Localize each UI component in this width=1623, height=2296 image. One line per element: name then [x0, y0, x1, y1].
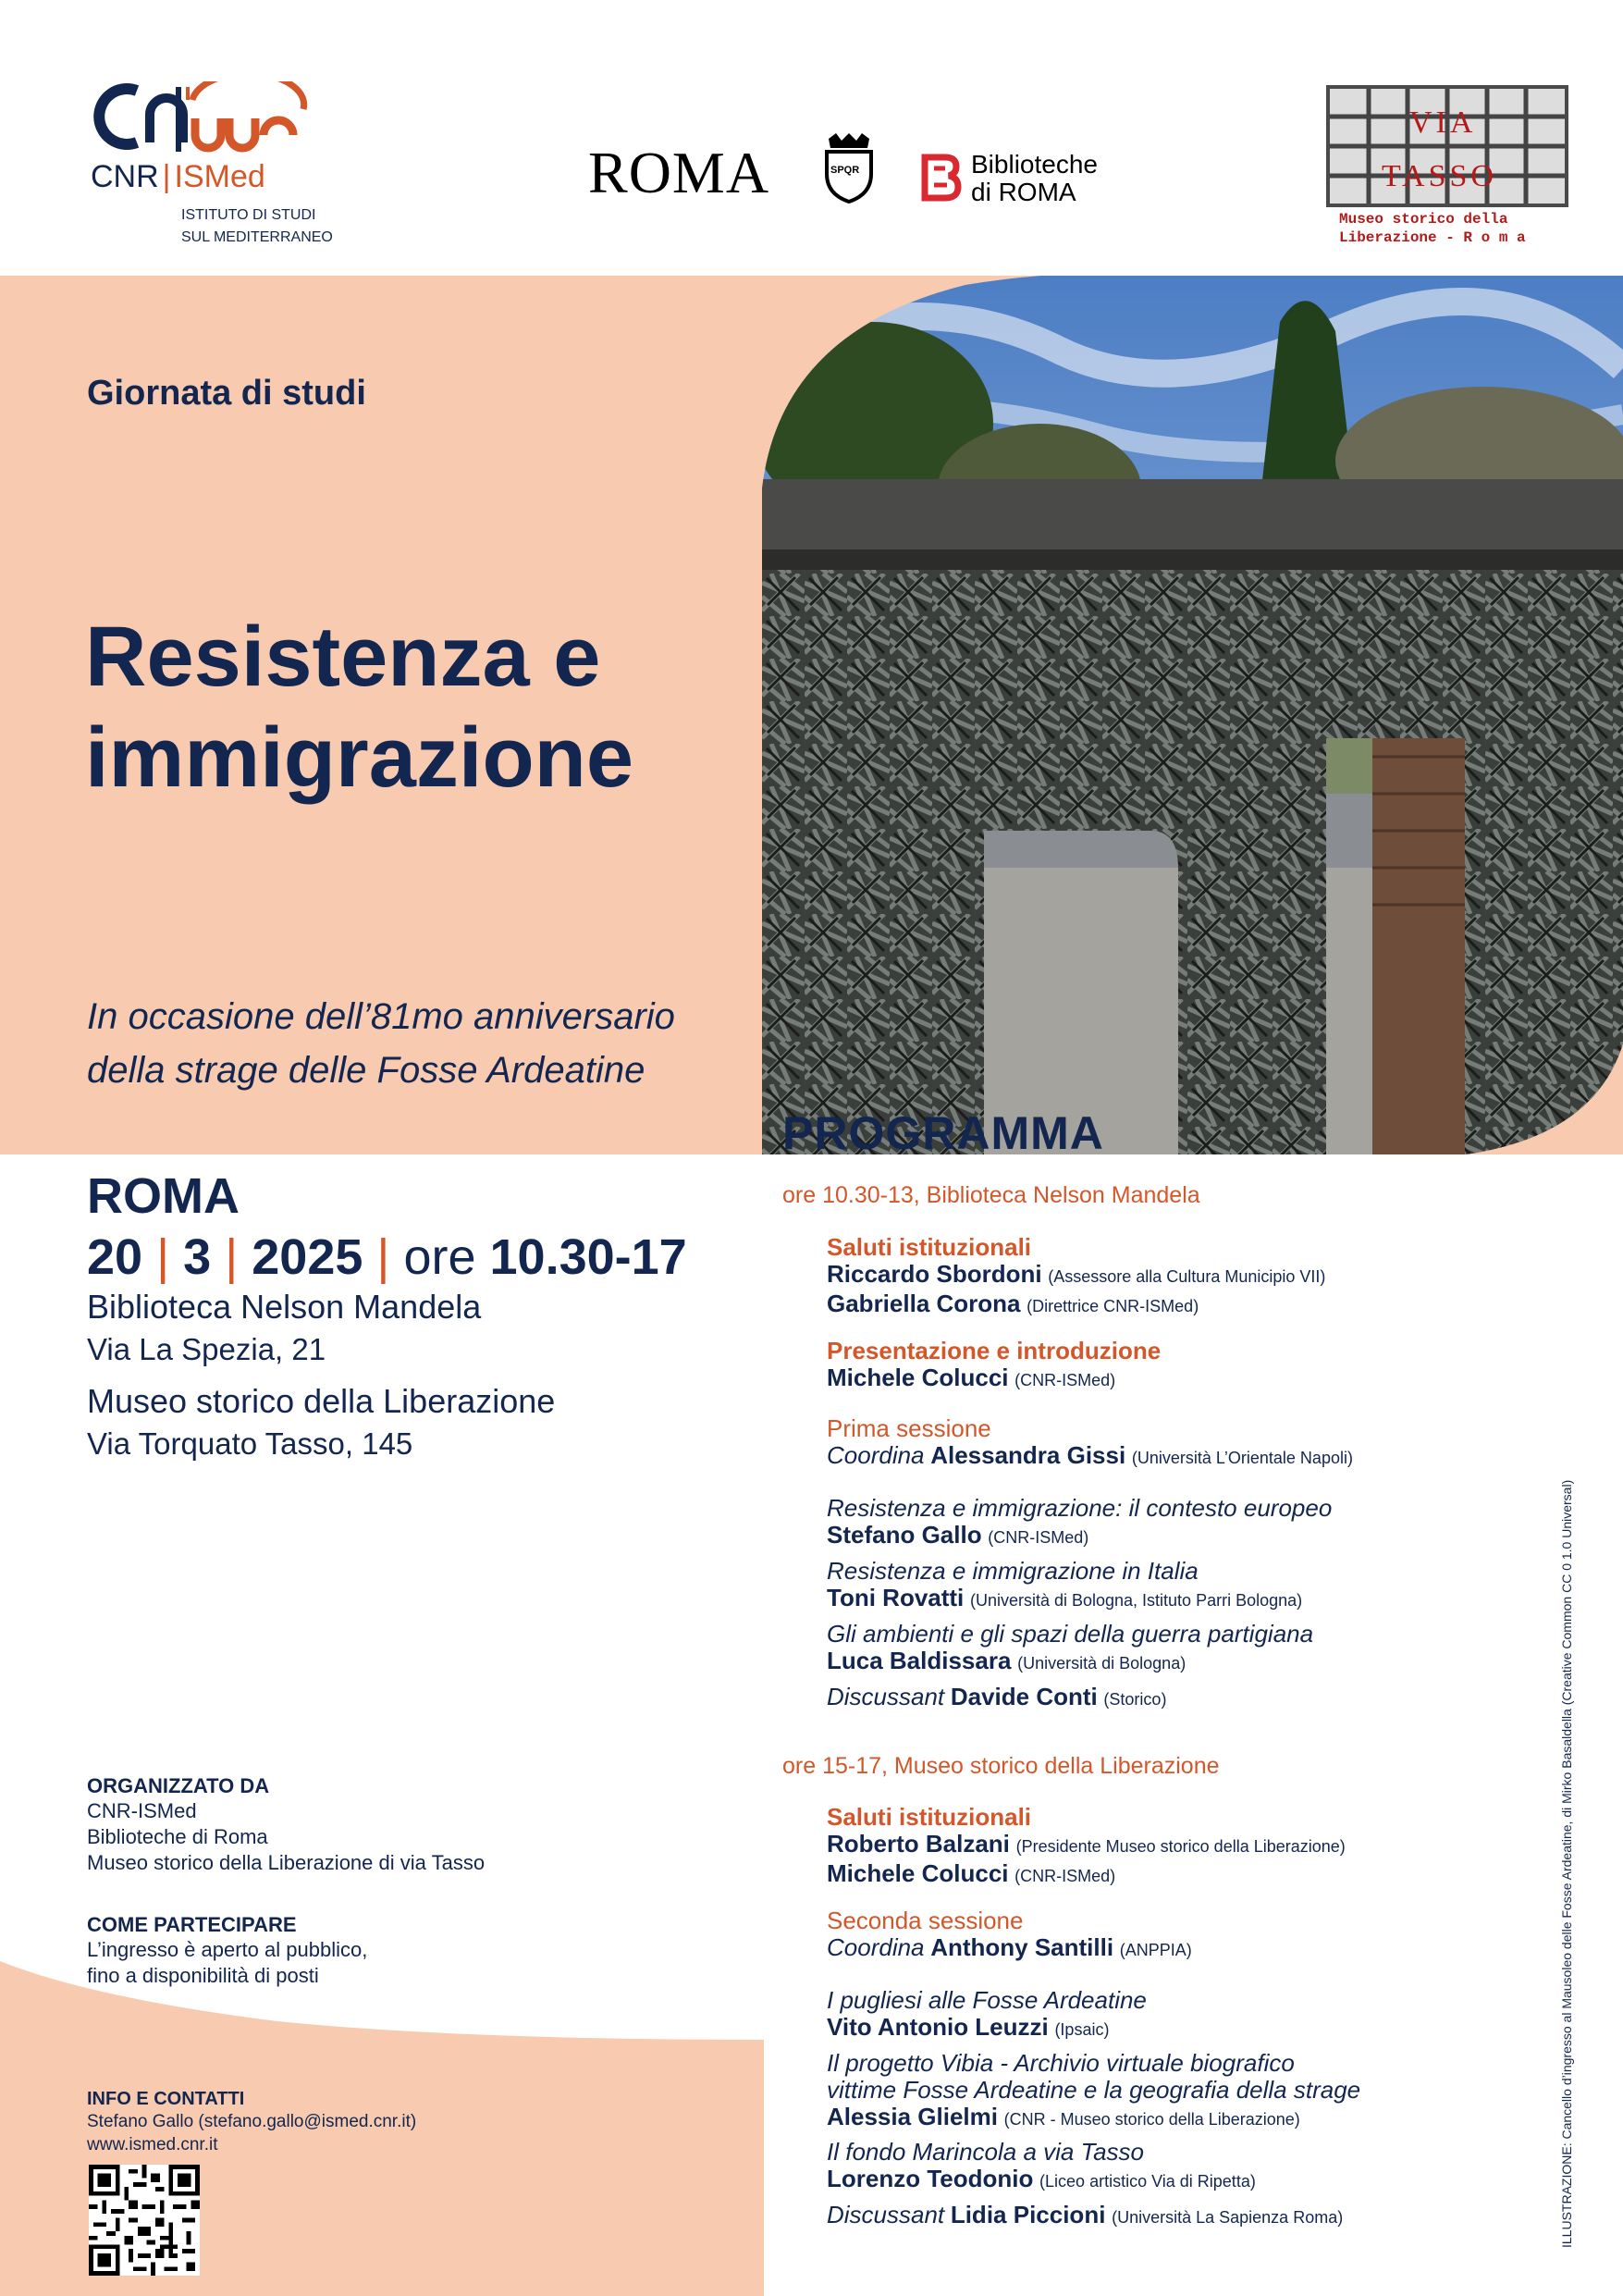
via-tasso-logo [1326, 85, 1568, 207]
programma-heading: PROGRAMMA [782, 1107, 1104, 1159]
speaker-affiliation: (ANPPIA) [1119, 1941, 1192, 1959]
date-separator-1: | [156, 1229, 170, 1285]
contact-website-link[interactable]: www.ismed.cnr.it [87, 2135, 218, 2154]
cnr-ismed-logo-icon [91, 81, 324, 155]
speaker-name: Vito Antonio Leuzzi [827, 2013, 1049, 2041]
biblioteche-line1: Biblioteche [971, 150, 1098, 179]
cnr-subtitle-1: ISTITUTO DI STUDI [181, 207, 316, 223]
organizer-item: Museo storico della Liberazione di via Tasso [87, 1851, 486, 1874]
talk-6 [827, 2139, 1256, 2195]
speaker-name: Lidia Piccioni [950, 2201, 1106, 2228]
speaker-affiliation: (Ipsaic) [1054, 2020, 1110, 2039]
partecipare-line: L’ingresso è aperto al pubblico, [87, 1938, 368, 1961]
main-title-line2: immigrazione [85, 710, 634, 805]
roma-logo: ROMA [588, 140, 770, 205]
spqr-text: SPQR [830, 165, 860, 176]
organizzato-heading: ORGANIZZATO DA [87, 1774, 270, 1797]
coordina-label: Coordina [827, 1933, 925, 1961]
speaker-name: Gabriella Corona [827, 1290, 1021, 1317]
via-tasso-caption-2: Liberazione - R o m a [1339, 229, 1526, 246]
cnr-subtitle-2: SUL MEDITERRANEO [181, 229, 333, 245]
contatti-block [87, 2089, 416, 2156]
qr-code-icon[interactable] [89, 2165, 200, 2276]
section-title: Presentazione e introduzione [827, 1337, 1162, 1364]
discussant-1 [827, 1684, 1166, 1713]
talk-title: vittime Fosse Ardeatine e la geografia della strage [827, 2076, 1361, 2104]
section-title: Saluti istituzionali [827, 1803, 1032, 1831]
section-title: Seconda sessione [827, 1907, 1024, 1934]
discussant-label: Discussant [827, 1683, 945, 1710]
speaker-affiliation: (CNR-ISMed) [1014, 1371, 1116, 1389]
talk-title: Il progetto Vibia - Archivio virtuale biografico [827, 2049, 1295, 2077]
prima-sessione-block [827, 1415, 1353, 1472]
contatti-heading: INFO E CONTATTI [87, 2089, 245, 2109]
partecipare-line: fino a disponibilità di posti [87, 1964, 319, 1987]
speaker-affiliation: (CNR - Museo storico della Liberazione) [1003, 2110, 1300, 2129]
talk-title: Il fondo Marincola a via Tasso [827, 2138, 1145, 2166]
organizer-item: CNR-ISMed [87, 1799, 197, 1822]
section-title: Saluti istituzionali [827, 1233, 1032, 1261]
speaker-affiliation: (Direttrice CNR-ISMed) [1027, 1297, 1199, 1315]
event-city: ROMA [87, 1168, 240, 1224]
organizer-item: Biblioteche di Roma [87, 1825, 268, 1848]
talk-4 [827, 1987, 1147, 2043]
date-separator-3: | [376, 1229, 390, 1285]
cnr-text: CNR [91, 159, 159, 194]
speaker-affiliation: (Liceo artistico Via di Ripetta) [1039, 2172, 1256, 2191]
event-date-row [87, 1228, 687, 1286]
speaker-name: Toni Rovatti [827, 1584, 965, 1611]
speaker-name: Anthony Santilli [930, 1933, 1114, 1961]
speaker-affiliation: (Presidente Museo storico della Liberazione) [1015, 1837, 1346, 1856]
speaker-affiliation: (Assessore alla Cultura Municipio VII) [1048, 1267, 1326, 1286]
event-year: 2025 [252, 1229, 363, 1285]
address-2: Via Torquato Tasso, 145 [87, 1426, 413, 1461]
event-month: 3 [183, 1229, 212, 1285]
speaker-affiliation: (CNR-ISMed) [1014, 1867, 1116, 1885]
intro-block [827, 1338, 1161, 1394]
biblioteche-logo-icon [921, 154, 962, 202]
discussant-2 [827, 2202, 1343, 2231]
illustration-credit: ILLUSTRAZIONE: Cancello d’ingresso al Mausoleo delle Fosse Ardeatine, di Mirko Basaldella (Creative Common CC 0 1.0 Universal) [1559, 1479, 1574, 2248]
via-tasso-caption-1: Museo storico della [1339, 211, 1508, 228]
partecipare-block [87, 1913, 367, 1989]
talk-2 [827, 1558, 1302, 1614]
via-tasso-sign-line2: TASSO [1382, 159, 1497, 193]
event-ore-label: ore [403, 1229, 476, 1285]
event-day: 20 [87, 1229, 143, 1285]
biblioteche-line2: di ROMA [971, 178, 1076, 206]
seconda-sessione-block [827, 1907, 1192, 1964]
afternoon-session-time: ore 15-17, Museo storico della Liberazione [782, 1753, 1220, 1779]
partecipare-heading: COME PARTECIPARE [87, 1913, 297, 1936]
organizzato-block [87, 1774, 485, 1876]
speaker-name: Alessia Glielmi [827, 2103, 998, 2130]
speaker-name: Alessandra Gissi [930, 1441, 1126, 1469]
speaker-name: Lorenzo Teodonio [827, 2165, 1034, 2192]
mausoleum-gate-photo [762, 276, 1623, 1154]
event-time: 10.30-17 [489, 1229, 687, 1285]
main-title-line1: Resistenza e [85, 610, 601, 704]
talk-title: Resistenza e immigrazione: il contesto europeo [827, 1494, 1333, 1522]
speaker-name: Davide Conti [950, 1683, 1098, 1710]
ismed-text: ISMed [174, 159, 265, 194]
subtitle-line1: In occasione dell’81mo anniversario [87, 996, 675, 1037]
speaker-affiliation: (CNR-ISMed) [988, 1528, 1089, 1547]
section-title: Prima sessione [827, 1414, 991, 1442]
speaker-affiliation: (Università La Sapienza Roma) [1112, 2208, 1344, 2227]
speaker-name: Luca Baldissara [827, 1647, 1012, 1674]
venue-2: Museo storico della Liberazione [87, 1382, 556, 1420]
speaker-name: Riccardo Sbordoni [827, 1260, 1042, 1288]
header-bar: CNR | ISMed ISTITUTO DI STUDI SUL MEDITERRANEO ROMA SPQR Biblioteche di ROMA VIA TASSO Museo storico della Liberazione - R o m a [0, 0, 1623, 276]
talk-1 [827, 1495, 1332, 1551]
speaker-name: Stefano Gallo [827, 1521, 982, 1549]
date-separator-2: | [225, 1229, 239, 1285]
speaker-name: Michele Colucci [827, 1859, 1009, 1887]
talk-title: I pugliesi alle Fosse Ardeatine [827, 1986, 1147, 2014]
speaker-affiliation: (Università di Bologna) [1017, 1654, 1187, 1673]
venue-1: Biblioteca Nelson Mandela [87, 1288, 482, 1326]
discussant-label: Discussant [827, 2201, 945, 2228]
morning-session-time: ore 10.30-13, Biblioteca Nelson Mandela [782, 1182, 1200, 1208]
speaker-affiliation: (Università di Bologna, Istituto Parri Bologna) [969, 1591, 1303, 1610]
talk-5 [827, 2050, 1360, 2133]
talk-title: Resistenza e immigrazione in Italia [827, 1557, 1199, 1585]
talk-title: Gli ambienti e gli spazi della guerra partigiana [827, 1620, 1314, 1648]
via-tasso-sign-line1: VIA [1409, 105, 1477, 140]
contact-email[interactable]: Stefano Gallo (stefano.gallo@ismed.cnr.it) [87, 2112, 417, 2131]
kicker-text: Giornata di studi [87, 374, 366, 413]
talk-3 [827, 1621, 1313, 1677]
speaker-affiliation: (Università L’Orientale Napoli) [1131, 1449, 1353, 1467]
address-1: Via La Spezia, 21 [87, 1332, 326, 1366]
speaker-name: Roberto Balzani [827, 1830, 1010, 1858]
coordina-label: Coordina [827, 1441, 925, 1469]
speaker-affiliation: (Storico) [1103, 1690, 1167, 1709]
saluti-block-1 [827, 1234, 1325, 1320]
subtitle-line2: della strage delle Fosse Ardeatine [87, 1050, 646, 1091]
saluti-block-2 [827, 1804, 1346, 1890]
speaker-name: Michele Colucci [827, 1364, 1009, 1391]
